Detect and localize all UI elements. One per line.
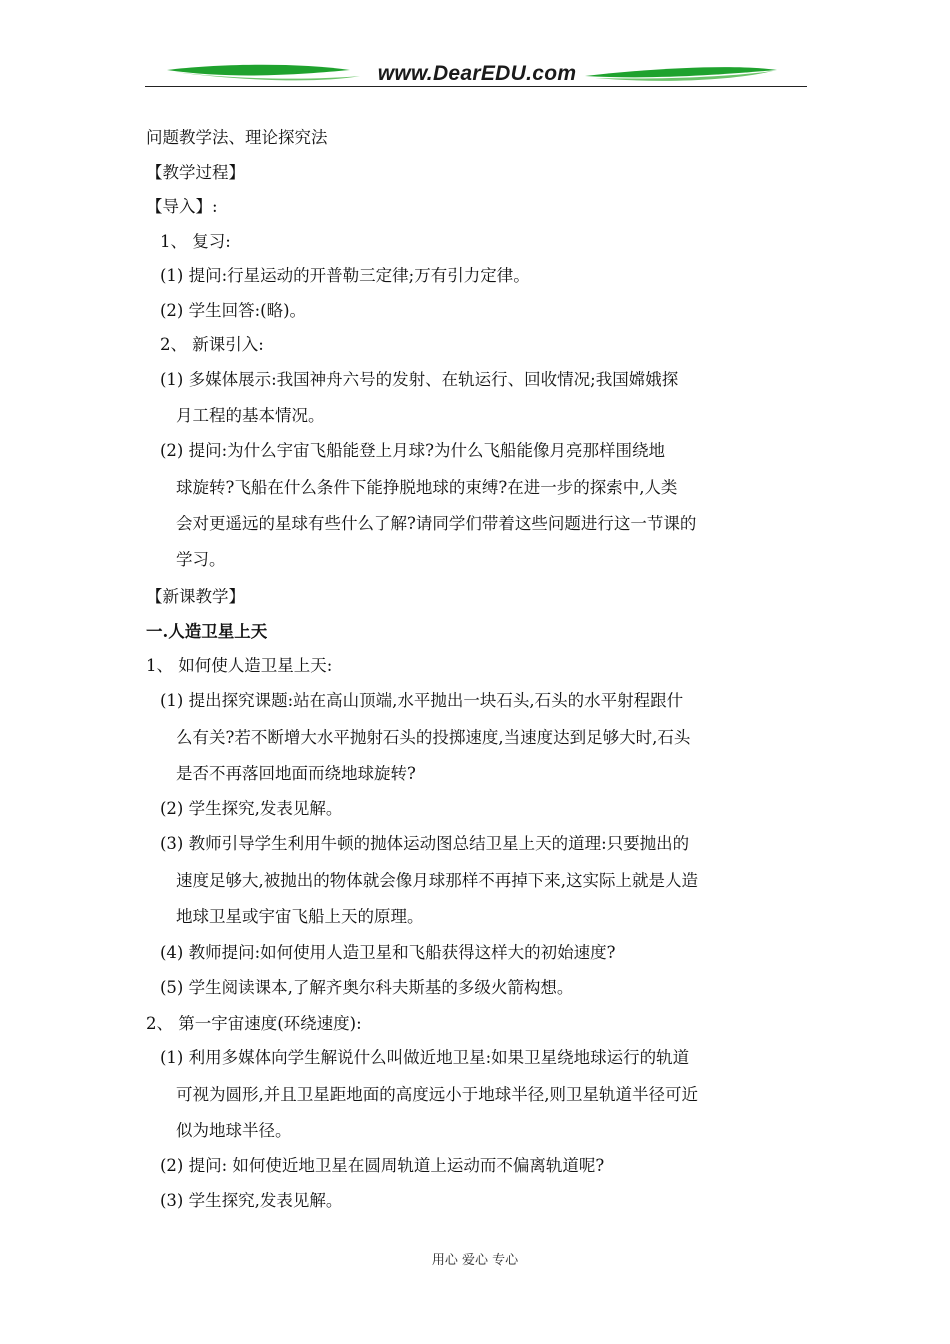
list-item-continuation: 会对更遥远的星球有些什么了解?请同学们带着这些问题进行这一节课的 bbox=[176, 514, 697, 533]
list-item-continuation: 是否不再落回地面而绕地球旋转? bbox=[176, 764, 416, 783]
list-item-continuation: 月工程的基本情况。 bbox=[176, 406, 325, 425]
section-heading-intro: 【导入】: bbox=[146, 197, 218, 216]
list-item-continuation: 么有关?若不断增大水平抛射石头的投掷速度,当速度达到足够大时,石头 bbox=[176, 728, 691, 747]
list-item-continuation: 可视为圆形,并且卫星距地面的高度远小于地球半径,则卫星轨道半径可近 bbox=[176, 1085, 698, 1104]
teaching-method-text: 问题教学法、理论探究法 bbox=[146, 128, 328, 147]
list-item: 1、 复习: bbox=[160, 232, 231, 251]
list-item: 2、 新课引入: bbox=[160, 335, 264, 354]
page-footer: 用心 爱心 专心 bbox=[431, 1253, 519, 1268]
section-heading-new-lesson: 【新课教学】 bbox=[146, 587, 245, 606]
list-item: (3) 教师引导学生利用牛顿的抛体运动图总结卫星上天的道理:只要抛出的 bbox=[160, 834, 690, 853]
list-item-continuation: 球旋转?飞船在什么条件下能挣脱地球的束缚?在进一步的探索中,人类 bbox=[176, 478, 678, 497]
list-item: (1) 多媒体展示:我国神舟六号的发射、在轨运行、回收情况;我国嫦娥探 bbox=[160, 370, 679, 389]
list-item: (1) 提出探究课题:站在高山顶端,水平抛出一块石头,石头的水平射程跟什 bbox=[160, 691, 684, 710]
list-item-continuation: 学习。 bbox=[176, 550, 226, 569]
list-item: (4) 教师提问:如何使用人造卫星和飞船获得这样大的初始速度? bbox=[160, 943, 616, 962]
list-item-continuation: 速度足够大,被抛出的物体就会像月球那样不再掉下来,这实际上就是人造 bbox=[176, 871, 698, 890]
list-item: (2) 学生回答:(略)。 bbox=[160, 301, 307, 320]
list-item: (1) 提问:行星运动的开普勒三定律;万有引力定律。 bbox=[160, 266, 530, 285]
list-item-continuation: 地球卫星或宇宙飞船上天的原理。 bbox=[176, 907, 424, 926]
list-item: (2) 提问:为什么宇宙飞船能登上月球?为什么飞船能像月亮那样围绕地 bbox=[160, 441, 666, 460]
list-item: 2、 第一宇宙速度(环绕速度): bbox=[146, 1014, 362, 1033]
site-name: www.DearEDU.com bbox=[377, 62, 577, 85]
list-item: 1、 如何使人造卫星上天: bbox=[146, 656, 333, 675]
list-item: (2) 学生探究,发表见解。 bbox=[160, 799, 343, 818]
list-item: (1) 利用多媒体向学生解说什么叫做近地卫星:如果卫星绕地球运行的轨道 bbox=[160, 1048, 690, 1067]
list-item-continuation: 似为地球半径。 bbox=[176, 1121, 292, 1140]
list-item: (3) 学生探究,发表见解。 bbox=[160, 1191, 343, 1210]
header-rule bbox=[145, 86, 807, 87]
section-heading-satellite: 一.人造卫星上天 bbox=[146, 622, 268, 641]
list-item: (2) 提问: 如何使近地卫星在圆周轨道上运动而不偏离轨道呢? bbox=[160, 1156, 605, 1175]
list-item: (5) 学生阅读课本,了解齐奥尔科夫斯基的多级火箭构想。 bbox=[160, 978, 574, 997]
section-heading-teaching-process: 【教学过程】 bbox=[146, 163, 245, 182]
